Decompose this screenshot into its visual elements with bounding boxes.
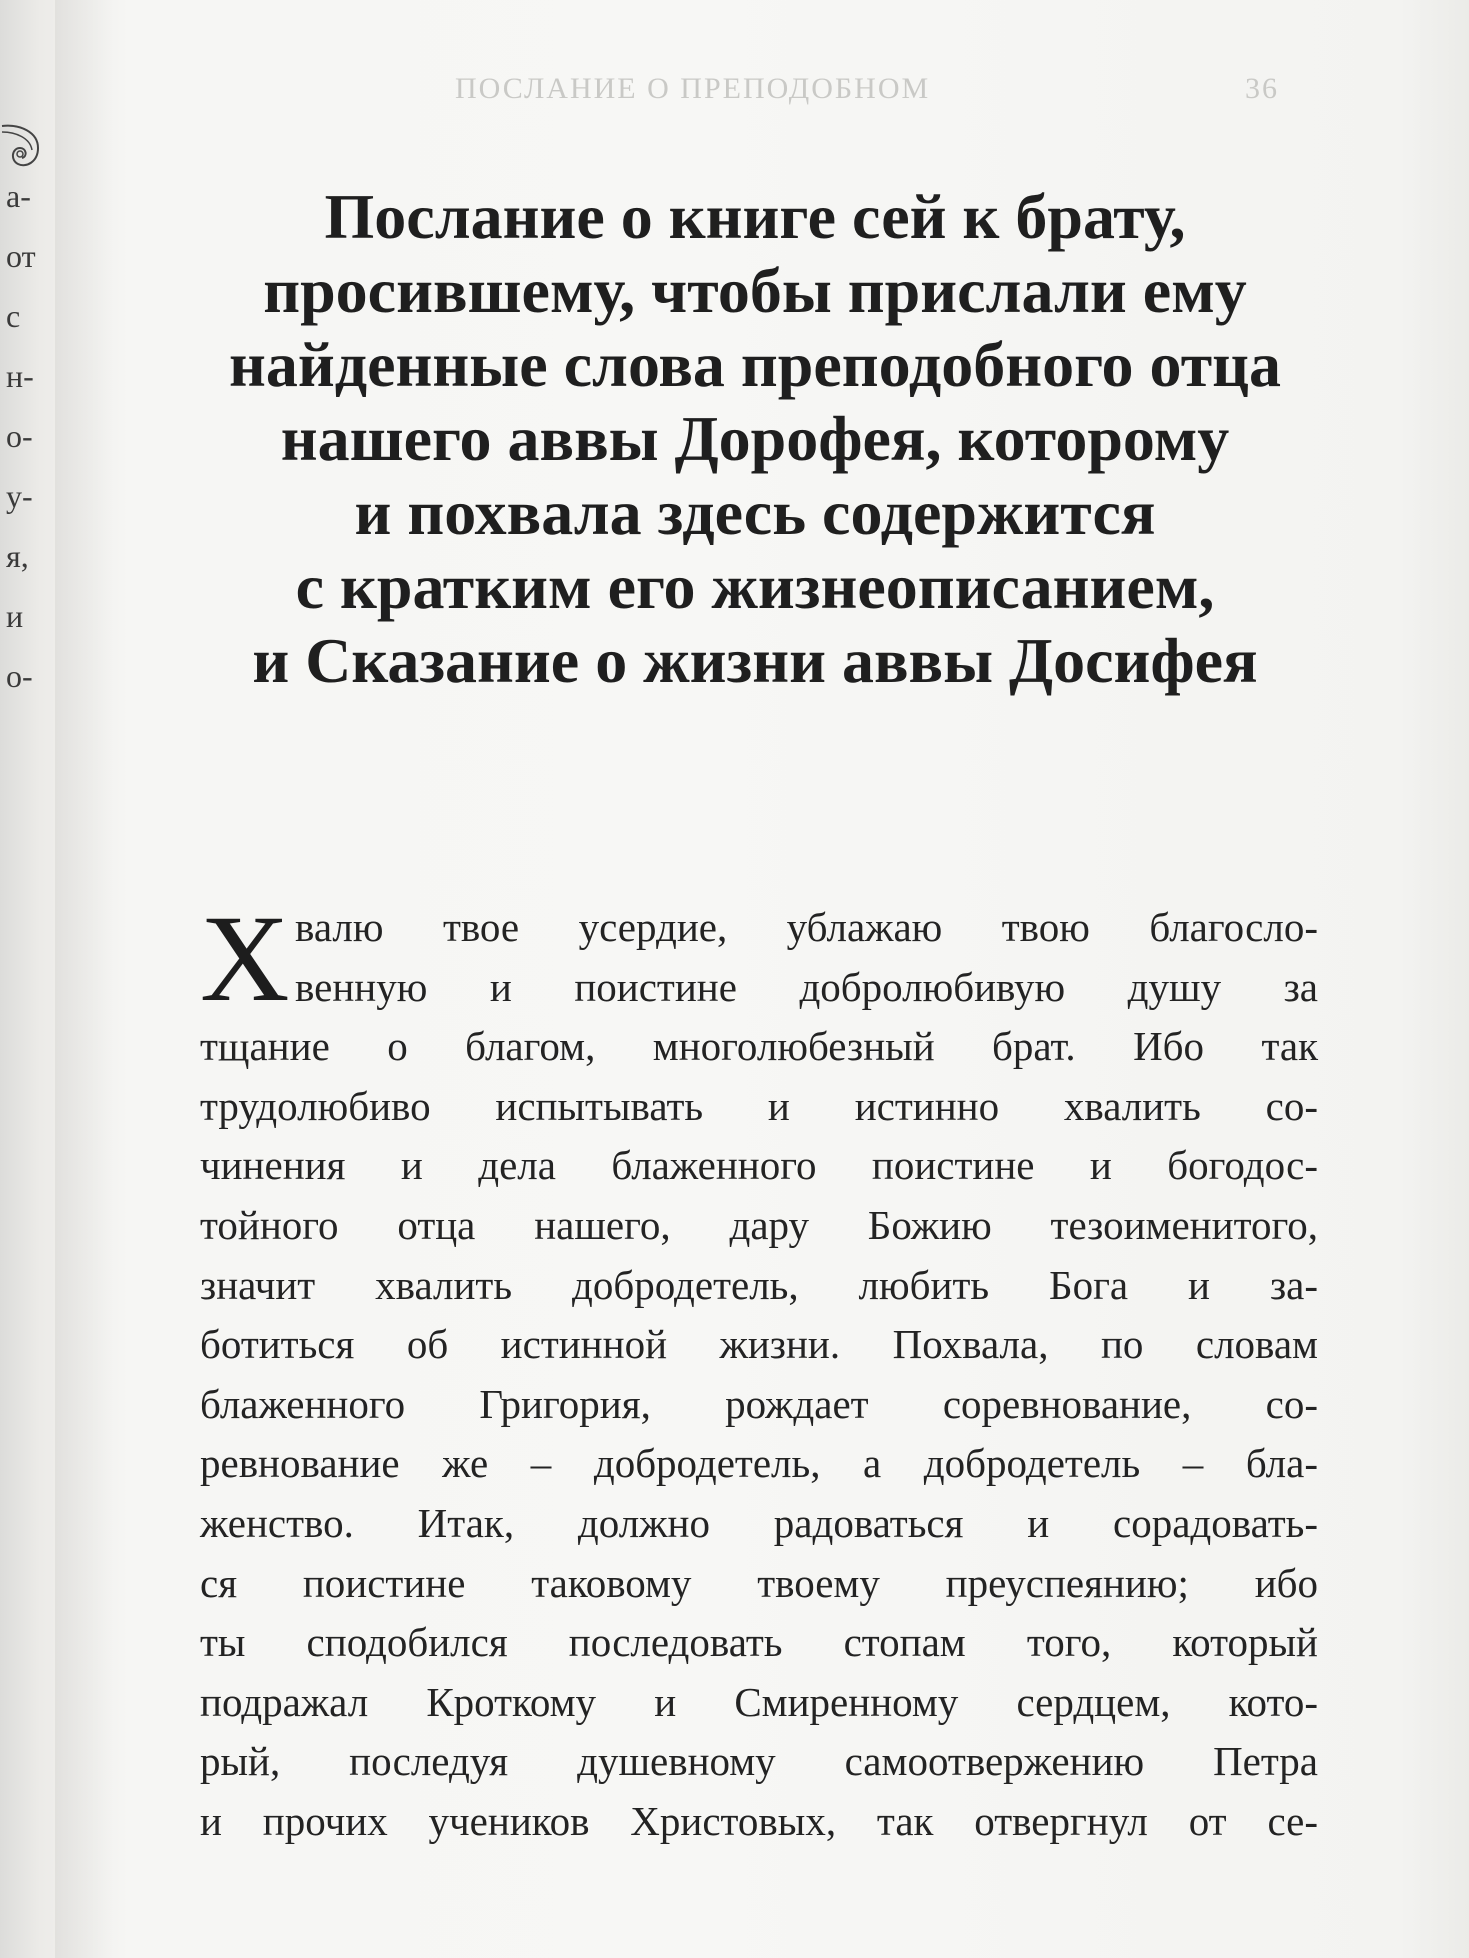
body-line: ботиться об истинной жизни. Похвала, по словам [200,1321,1318,1368]
left-fragment: н- [6,358,34,394]
body-line: ся поистине таковому твоему преуспеянию; ибо [200,1559,1318,1606]
title-line: и Сказание о жизни аввы Досифея [252,625,1258,696]
running-header-text: ПОСЛАНИЕ О ПРЕПОДОБНОМ [455,72,931,105]
left-fragment: от [6,238,36,274]
body-line: тщание о благом, многолюбезный брат. Ибо так [200,1023,1318,1070]
body-line: ревнование же – добродетель, а добродетель – бла- [200,1440,1318,1487]
left-fragment: у- [6,478,33,514]
running-header [455,72,1355,106]
title-line: Послание о книге сей к брату, [324,181,1186,252]
body-text [200,890,1318,1852]
title-line: и похвала здесь содержится [354,477,1156,548]
chapter-title [190,180,1320,698]
left-fragment: о- [6,418,33,454]
body-line: валю твое усердие, ублажаю твою благосло- [295,904,1318,950]
left-fragment: с [6,298,21,334]
ornament-swirl-icon [0,118,42,174]
body-line: венную и поистине добролюбивую душу за [295,963,1318,1010]
gutter-shadow [55,0,115,1958]
left-fragment: и [6,598,24,634]
body-line: женство. Итак, должно радоваться и сорадовать- [200,1499,1318,1546]
title-line: просившему, чтобы прислали ему [263,255,1247,326]
left-page-margin [0,0,40,1958]
body-line: и прочих учеников Христовых, так отвергнул от се- [200,1797,1318,1844]
body-line: чинения и дела блаженного поистине и богодос- [200,1142,1318,1189]
body-line: трудолюбиво испытывать и истинно хвалить со- [200,1082,1318,1129]
body-line: ты сподобился последовать стопам того, который [200,1619,1318,1666]
title-line: с кратким его жизнеописанием, [295,551,1215,622]
title-line: найденные слова преподобного отца [228,329,1282,400]
title-line: нашего аввы Дорофея, которому [280,403,1230,474]
body-line: блаженного Григория, рождает соревнование, со- [200,1380,1318,1427]
drop-cap: Х [200,890,290,1027]
left-fragment: о- [6,658,33,694]
body-line: значит хвалить добродетель, любить Бога и за- [200,1261,1318,1308]
body-line: рый, последуя душевному самоотвержению Петра [200,1738,1318,1785]
body-line: подражал Кроткому и Смиренному сердцем, кото- [200,1678,1318,1725]
page-number: 36 [1245,72,1279,105]
left-fragment: а- [6,178,31,214]
body-line: тойного отца нашего, дару Божию тезоименитого, [200,1201,1318,1248]
left-fragment: я, [6,538,29,574]
